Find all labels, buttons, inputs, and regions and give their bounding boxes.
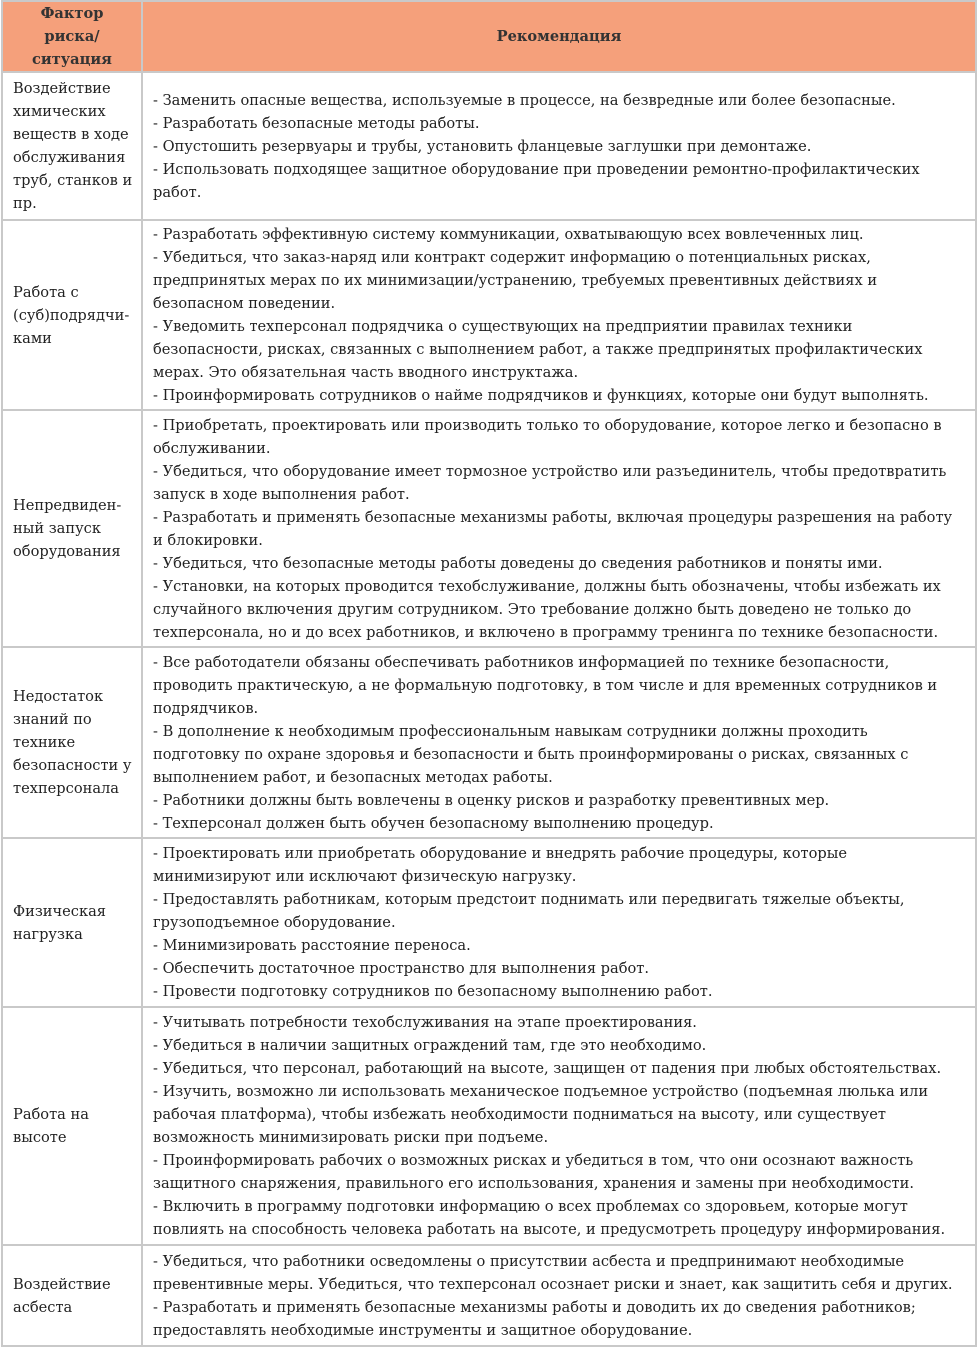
recommendation-line: - Приобретать, проектировать или производить только то оборудование, которое легко и безопасно в — [153, 416, 942, 434]
recommendation-line: - Обеспечить достаточное пространство для выполнения работ. — [153, 960, 650, 977]
recommendation-line: - Разработать и применять безопасные механизмы работы, включая процедуры разрешения на работу — [153, 508, 953, 526]
recommendation-line: выполнением работ, и безопасных методах работы. — [153, 768, 553, 786]
recommendation-line: - Уведомить техперсонал подрядчика о существующих на предприятии правилах техники — [153, 318, 853, 335]
recommendation-line: случайного включения другим сотрудником. Это требование должно быть доведено не только до — [153, 600, 912, 618]
risk-factor-cell — [2, 1245, 142, 1346]
recommendation-line: - Провести подготовку сотрудников по безопасному выполнению работ. — [153, 983, 713, 1000]
table-row — [2, 1245, 976, 1346]
recommendation-cell — [142, 838, 976, 1007]
factor-line: обслуживания — [13, 149, 126, 166]
recommendation-line: - Проинформировать рабочих о возможных рисках и убедиться в том, что они осознают важность — [153, 1152, 914, 1169]
recommendation-line: - Убедиться, что персонал, работающий на высоте, защищен от падения при любых обстоятельствах. — [153, 1060, 942, 1077]
factor-line: безопасности у — [13, 757, 132, 774]
recommendation-line: работ. — [153, 183, 202, 201]
recommendation-line: предпринятых мерах по их минимизации/устранению, требуемых превентивных действиях и — [153, 272, 878, 289]
risk-factor-cell — [2, 1007, 142, 1245]
recommendation-line: мерах. Это обязательная часть вводного инструктажа. — [153, 364, 579, 381]
recommendation-cell — [142, 220, 976, 410]
recommendation-line: минимизируют или исключают физическую нагрузку. — [153, 868, 577, 885]
recommendation-line: - В дополнение к необходимым профессиональным навыкам сотрудники должны проходить — [153, 722, 868, 740]
recommendation-line: - Минимизировать расстояние переноса. — [153, 937, 471, 954]
factor-line: пр. — [13, 195, 37, 212]
header-factor: Фактор риска/ ситуация — [2, 1, 142, 72]
factor-line: химических — [13, 103, 106, 120]
recommendation-line: обслуживании. — [153, 439, 271, 457]
recommendation-cell — [142, 72, 976, 220]
recommendation-cell — [142, 647, 976, 838]
factor-line: Воздействие — [13, 1275, 111, 1293]
risk-recommendation-table — [1, 0, 977, 1347]
table-row — [2, 220, 976, 410]
recommendation-line: - Опустошить резервуары и трубы, установить фланцевые заглушки при демонтаже. — [153, 137, 812, 155]
factor-line: асбеста — [13, 1298, 73, 1316]
factor-line: Воздействие — [13, 80, 111, 97]
factor-line: труб, станков и — [13, 172, 133, 189]
factor-line: ками — [13, 329, 52, 347]
recommendation-line: - Использовать подходящее защитное оборудование при проведении ремонтно-профилактических — [153, 160, 920, 178]
recommendation-line: грузоподъемное оборудование. — [153, 914, 396, 931]
factor-line: Работа на — [13, 1106, 89, 1123]
recommendation-line: - Разработать эффективную систему коммуникации, охватывающую всех вовлеченных лиц. — [153, 226, 864, 243]
recommendation-line: техперсонала, но и до всех работников, и включено в программу тренинга по технике безопасности. — [153, 623, 939, 641]
factor-line: веществ в ходе — [13, 126, 129, 143]
recommendation-line: превентивные меры. Убедиться, что техперсонал осознает риски и знает, как защитить себя и других. — [153, 1275, 953, 1293]
recommendation-cell — [142, 410, 976, 647]
recommendation-line: и блокировки. — [153, 531, 263, 549]
risk-factor-cell — [2, 72, 142, 220]
factor-line: ный запуск — [13, 520, 101, 537]
recommendation-line: - Проектировать или приобретать оборудование и внедрять рабочие процедуры, которые — [153, 845, 847, 862]
recommendation-line: возможность минимизировать риски при подъеме. — [153, 1129, 549, 1146]
recommendation-line: - Разработать безопасные методы работы. — [153, 114, 480, 132]
factor-line: высоте — [13, 1129, 67, 1146]
recommendation-line: запуск в ходе выполнения работ. — [153, 485, 410, 503]
recommendation-line: безопасности, рисках, связанных с выполнением работ, а также предпринятых профилактических — [153, 341, 923, 358]
table-header-row — [2, 1, 976, 72]
recommendation-line: - Убедиться, что безопасные методы работы доведены до сведения работников и поняты ими. — [153, 554, 883, 572]
factor-line: знаний по — [13, 711, 92, 728]
table-row — [2, 1007, 976, 1245]
recommendation-cell — [142, 1245, 976, 1346]
recommendation-line: - Предоставлять работникам, которым предстоит поднимать или передвигать тяжелые объекты, — [153, 891, 905, 908]
recommendation-line: предоставлять необходимые инструменты и защитное оборудование. — [153, 1321, 693, 1339]
factor-line: Работа с — [13, 283, 79, 301]
factor-line: Недостаток — [13, 688, 104, 705]
risk-factor-cell — [2, 410, 142, 647]
table-row — [2, 838, 976, 1007]
table-row — [2, 410, 976, 647]
table-row — [2, 647, 976, 838]
recommendation-line: безопасном поведении. — [153, 295, 336, 312]
header-recommendation: Рекомендация — [142, 1, 976, 72]
recommendation-line: - Учитывать потребности техобслуживания на этапе проектирования. — [153, 1014, 697, 1031]
recommendation-line: - Работники должны быть вовлечены в оценку рисков и разработку превентивных мер. — [153, 791, 830, 809]
recommendation-line: защитного снаряжения, правильного его использования, хранения и замены при необходимости. — [153, 1175, 914, 1192]
recommendation-line: - Заменить опасные вещества, используемые в процессе, на безвредные или более безопасные. — [153, 91, 896, 109]
recommendation-line: - Все работодатели обязаны обеспечивать работников информацией по технике безопасности, — [153, 653, 890, 671]
recommendation-line: подрядчиков. — [153, 699, 259, 717]
recommendation-line: - Убедиться в наличии защитных ограждений там, где это необходимо. — [153, 1037, 707, 1054]
recommendation-line: - Убедиться, что работники осведомлены о присутствии асбеста и предпринимают необходимые — [153, 1252, 905, 1270]
risk-factor-cell — [2, 838, 142, 1007]
recommendation-line: рабочая платформа), чтобы избежать необходимости подниматься на высоту, или существует — [153, 1106, 886, 1123]
recommendation-line: - Проинформировать сотрудников о найме подрядчиков и функциях, которые они будут выполнять. — [153, 387, 929, 404]
factor-line: (суб)подрядчи- — [13, 306, 130, 324]
factor-line: оборудования — [13, 543, 121, 560]
factor-line: технике — [13, 734, 76, 751]
recommendation-line: - Техперсонал должен быть обучен безопасному выполнению процедур. — [153, 814, 714, 832]
risk-factor-cell — [2, 220, 142, 410]
recommendation-line: - Включить в программу подготовки информацию о всех проблемах со здоровьем, которые могут — [153, 1198, 908, 1215]
recommendation-cell — [142, 1007, 976, 1245]
factor-line: Физическая — [13, 902, 107, 920]
factor-line: Непредвиден- — [13, 497, 122, 514]
factor-line: нагрузка — [13, 925, 83, 943]
recommendation-line: повлиять на способность человека работать на высоте, и предусмотреть процедуру информирования. — [153, 1221, 946, 1238]
recommendation-line: подготовку по охране здоровья и безопасности и быть проинформированы о рисках, связанных с — [153, 745, 909, 763]
recommendation-line: - Разработать и применять безопасные механизмы работы и доводить их до сведения работников; — [153, 1298, 916, 1316]
recommendation-line: проводить практическую, а не формальную подготовку, в том числе и для временных сотрудников и — [153, 676, 938, 694]
risk-factor-cell — [2, 647, 142, 838]
recommendation-line: - Изучить, возможно ли использовать механическое подъемное устройство (подъемная люлька или — [153, 1083, 929, 1100]
factor-line: техперсонала — [13, 780, 120, 797]
table-row — [2, 72, 976, 220]
recommendation-line: - Убедиться, что оборудование имеет тормозное устройство или разъединитель, чтобы предотвратить — [153, 462, 947, 480]
recommendation-line: - Убедиться, что заказ-наряд или контракт содержит информацию о потенциальных рисках, — [153, 249, 871, 266]
recommendation-line: - Установки, на которых проводится техобслуживание, должны быть обозначены, чтобы избежать их — [153, 577, 941, 595]
